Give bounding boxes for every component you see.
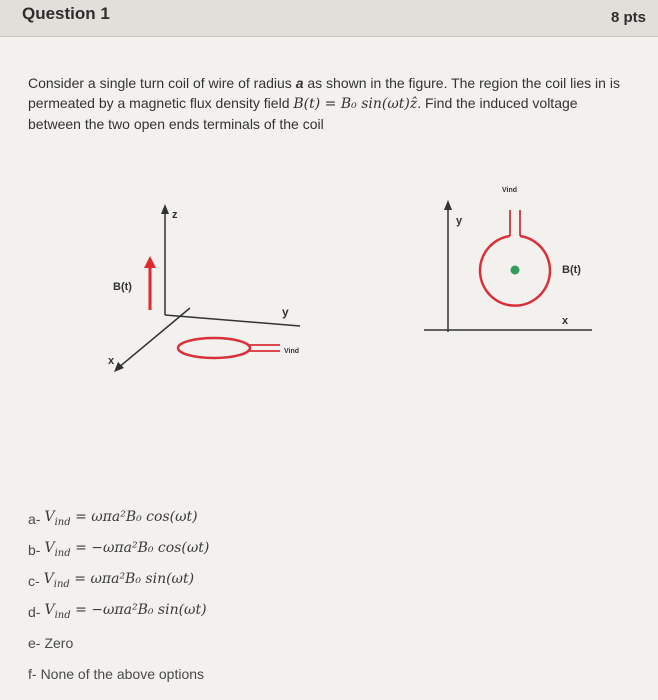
left-y-label: y xyxy=(282,305,289,319)
option-letter: d- xyxy=(28,603,41,620)
option-expression: $V_{ind} = -\omega\pi a^2B_0$ cos(ωt) xyxy=(44,540,210,559)
left-coil xyxy=(178,338,250,358)
prompt-text-middle: as shown in the figure. The region the coil lies in is permeated by a magnetic flux density field xyxy=(28,75,620,111)
option-letter: f- xyxy=(28,665,37,682)
question-prompt xyxy=(28,73,628,134)
coil-figure xyxy=(0,170,658,400)
right-y-label: y xyxy=(456,215,463,227)
option-d[interactable] xyxy=(28,596,628,627)
prompt-field-expression: B(t) = B₀ sin(ωt)ẑ xyxy=(293,96,418,112)
option-b[interactable] xyxy=(28,534,628,565)
option-letter: e- xyxy=(28,634,41,651)
question-title: Question 1 xyxy=(22,4,110,23)
answer-options xyxy=(28,503,628,689)
left-z-label: z xyxy=(172,209,178,221)
option-expression: $V_{ind} = \omega\pi a^2B_0$ cos(ωt) xyxy=(44,509,198,528)
left-voltage-label: Vind xyxy=(284,348,300,355)
left-x-label: x xyxy=(108,355,115,367)
prompt-text-before: Consider a single turn coil of wire of radius xyxy=(28,75,296,91)
left-field-label: B(t) xyxy=(113,281,132,293)
left-diagram xyxy=(108,204,300,372)
option-c[interactable] xyxy=(28,565,628,596)
left-y-axis xyxy=(165,315,300,326)
left-field-arrowhead xyxy=(144,256,156,268)
right-x-label: x xyxy=(562,315,569,327)
left-x-axis xyxy=(118,308,190,368)
prompt-radius-symbol: a xyxy=(295,75,304,91)
option-text: Zero xyxy=(44,634,74,651)
option-letter: b- xyxy=(28,541,41,558)
right-field-label: B(t) xyxy=(562,264,581,276)
option-expression: $V_{ind} = -\omega\pi a^2B_0$ sin(ωt) xyxy=(44,602,207,621)
prompt-text-after: . Find the induced voltage between the two open ends terminals of the coil xyxy=(28,95,578,132)
option-f[interactable] xyxy=(28,658,628,689)
option-text: None of the above options xyxy=(40,665,205,682)
left-z-arrowhead xyxy=(161,204,169,214)
right-diagram xyxy=(424,187,592,332)
right-voltage-label: Vind xyxy=(502,187,518,194)
option-e[interactable] xyxy=(28,627,628,658)
question-header xyxy=(0,0,658,37)
option-expression: $V_{ind} = \omega\pi a^2B_0$ sin(ωt) xyxy=(43,571,195,590)
option-letter: a- xyxy=(28,510,41,527)
right-y-arrowhead xyxy=(444,200,452,210)
question-points: 8 pts xyxy=(610,9,646,26)
option-a[interactable] xyxy=(28,503,628,534)
right-field-dot xyxy=(511,266,520,275)
option-letter: c- xyxy=(28,572,40,589)
